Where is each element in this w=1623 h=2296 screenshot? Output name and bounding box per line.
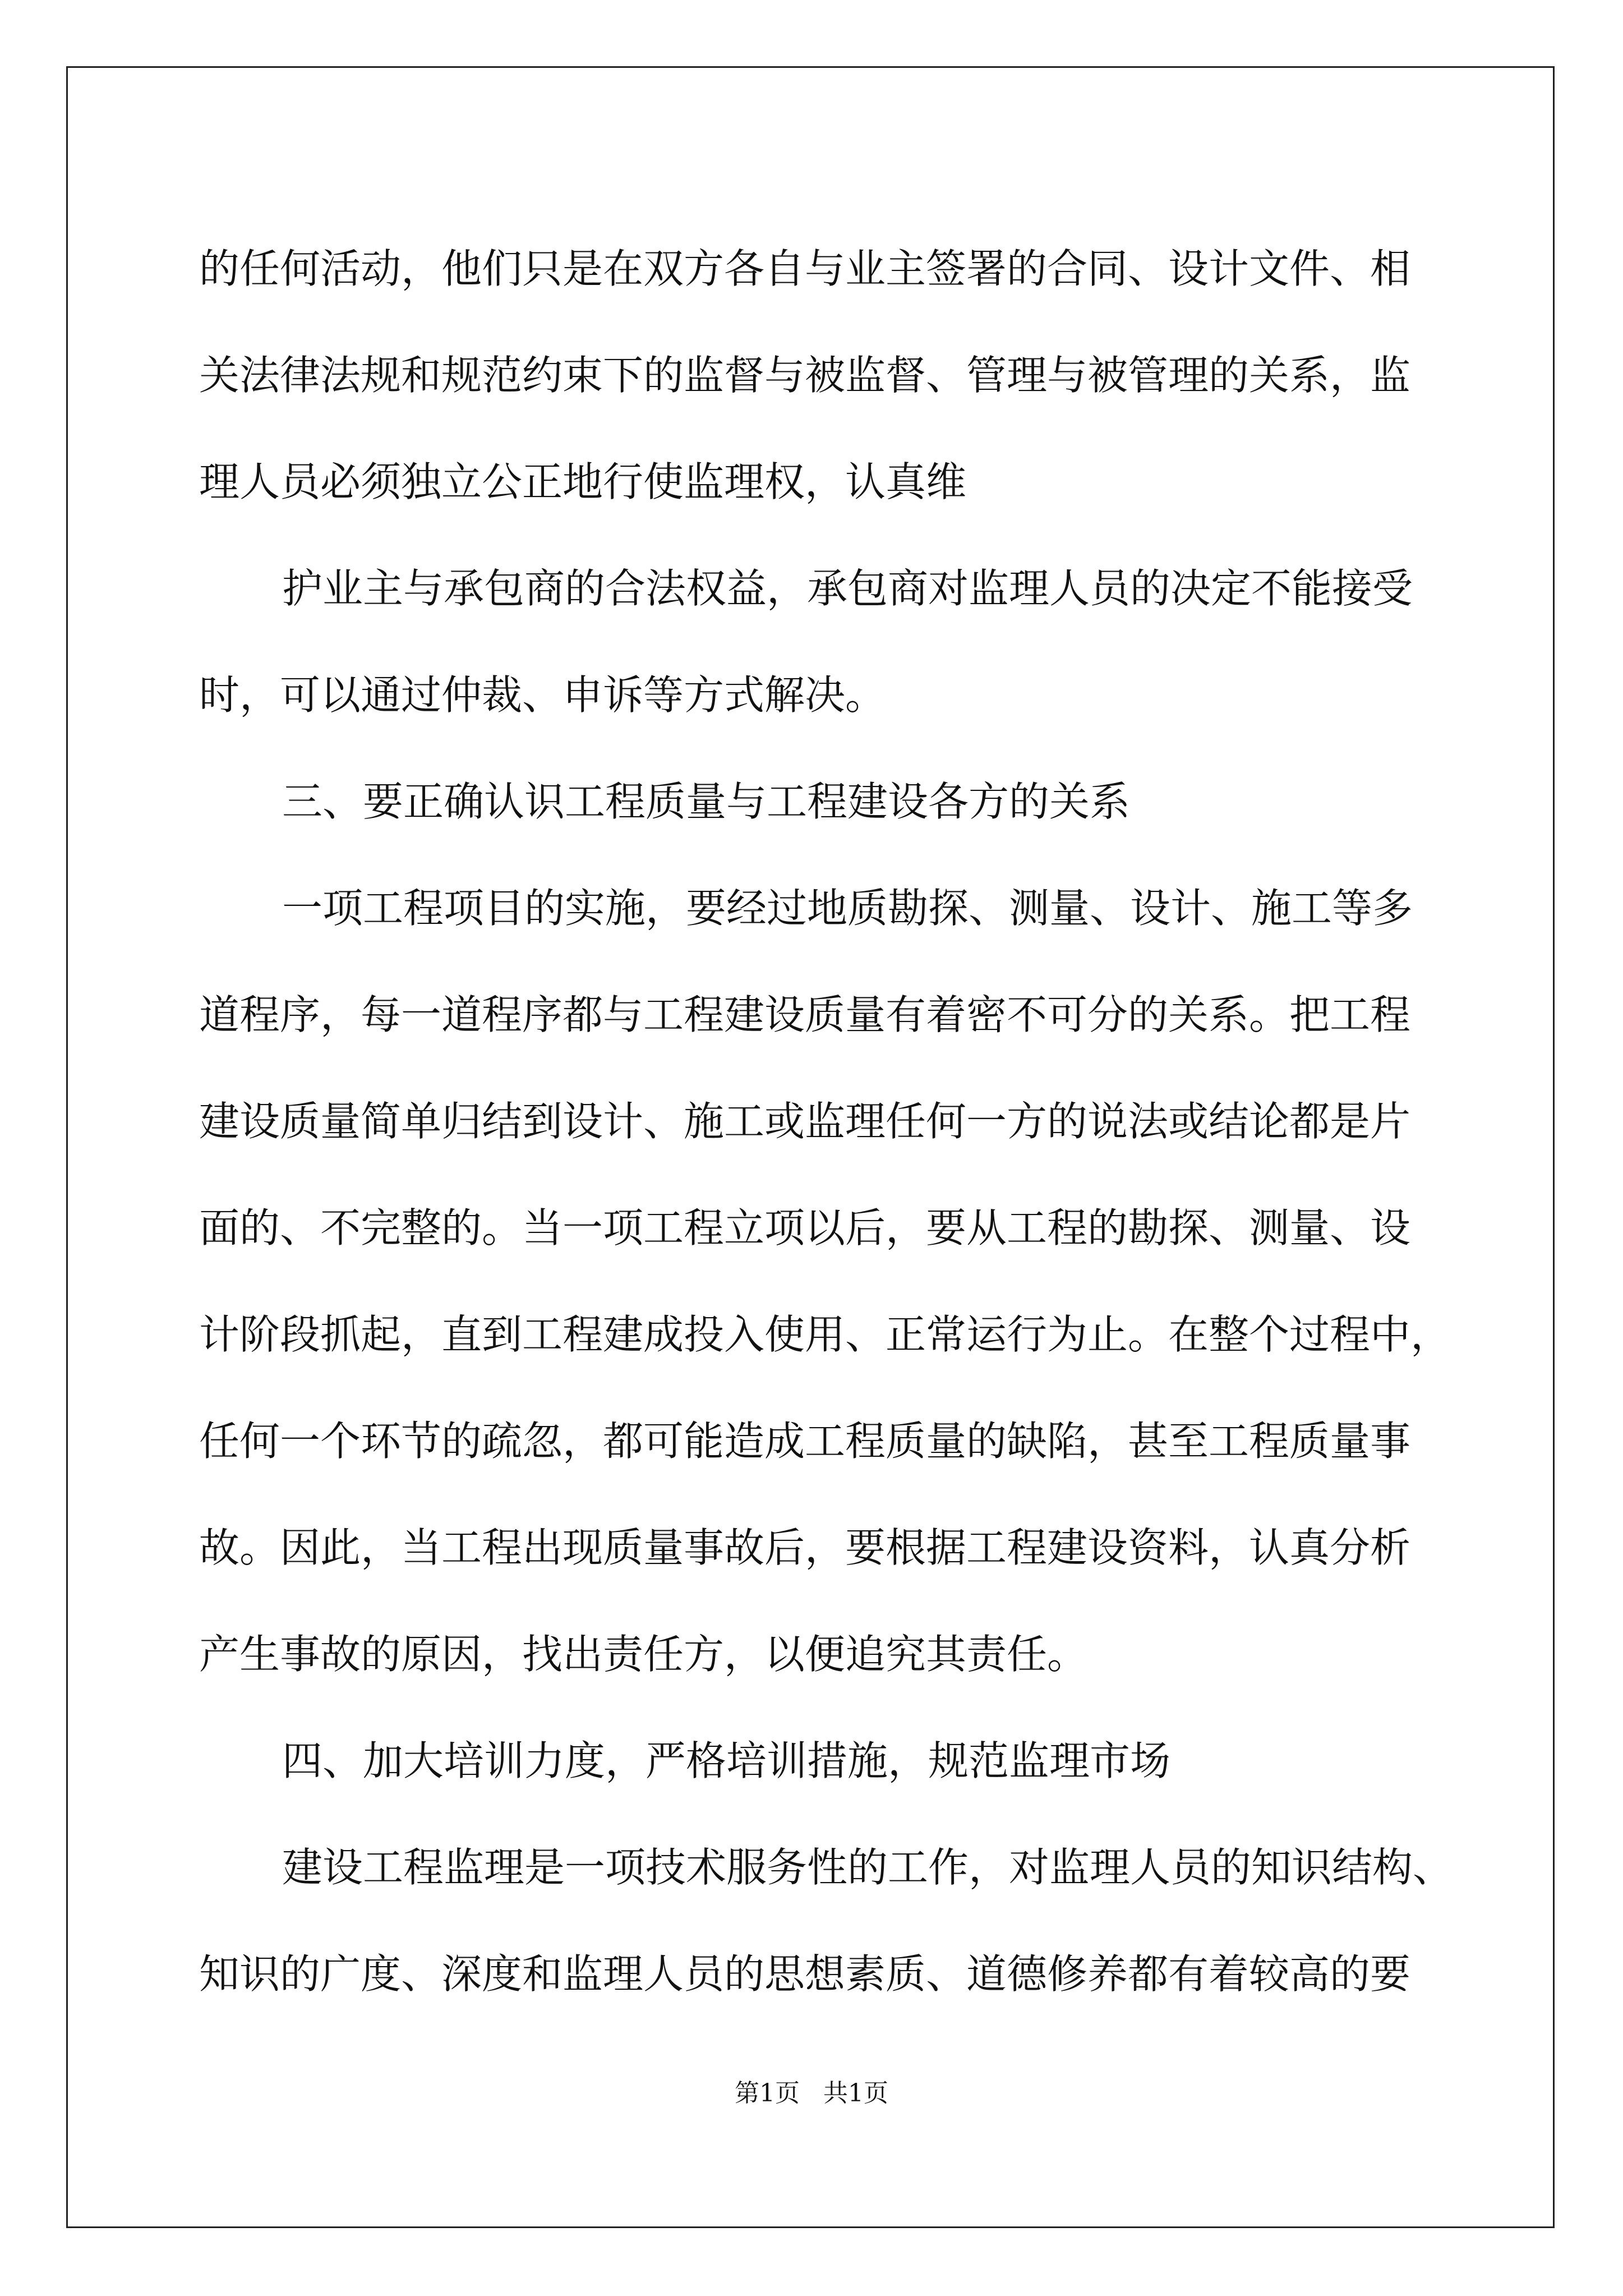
text-line: 护业主与承包商的合法权益，承包商对监理人员的决定不能接受 xyxy=(282,565,1413,612)
text-line: 理人员必须独立公正地行使监理权，认真维 xyxy=(199,458,967,505)
section-heading: 三、要正确认识工程质量与工程建设各方的关系 xyxy=(282,778,1131,825)
text-line: 知识的广度、深度和监理人员的思想素质、道德修养都有着较高的要 xyxy=(199,1950,1411,1998)
text-line: 时，可以通过仲裁、申诉等方式解决。 xyxy=(199,671,886,719)
text-line: 产生事故的原因，找出责任方，以便追究其责任。 xyxy=(199,1631,1088,1678)
text-line: 面的、不完整的。当一项工程立项以后，要从工程的勘探、测量、设 xyxy=(199,1204,1411,1251)
text-line: 建设工程监理是一项技术服务性的工作，对监理人员的知识结构、 xyxy=(282,1844,1454,1891)
text-line: 关法律法规和规范约束下的监督与被监督、管理与被管理的关系，监 xyxy=(199,352,1411,399)
text-line: 的任何活动，他们只是在双方各自与业主签署的合同、设计文件、相 xyxy=(199,245,1411,292)
document-body xyxy=(199,215,1454,2027)
text-line: 道程序，每一道程序都与工程建设质量有着密不可分的关系。把工程 xyxy=(199,991,1411,1038)
text-line: 故。因此，当工程出现质量事故后，要根据工程建设资料，认真分析 xyxy=(199,1524,1411,1571)
section-heading: 四、加大培训力度，严格培训措施，规范监理市场 xyxy=(282,1737,1171,1784)
text-line: 计阶段抓起，直到工程建成投入使用、正常运行为止。在整个过程中， xyxy=(199,1311,1451,1358)
text-line: 任何一个环节的疏忽，都可能造成工程质量的缺陷，甚至工程质量事 xyxy=(199,1418,1411,1465)
page-number: 第1页 共1页 xyxy=(735,2079,888,2108)
text-line: 一项工程项目的实施，要经过地质勘探、测量、设计、施工等多 xyxy=(282,885,1413,932)
text-line: 建设质量简单归结到设计、施工或监理任何一方的说法或结论都是片 xyxy=(199,1098,1411,1145)
